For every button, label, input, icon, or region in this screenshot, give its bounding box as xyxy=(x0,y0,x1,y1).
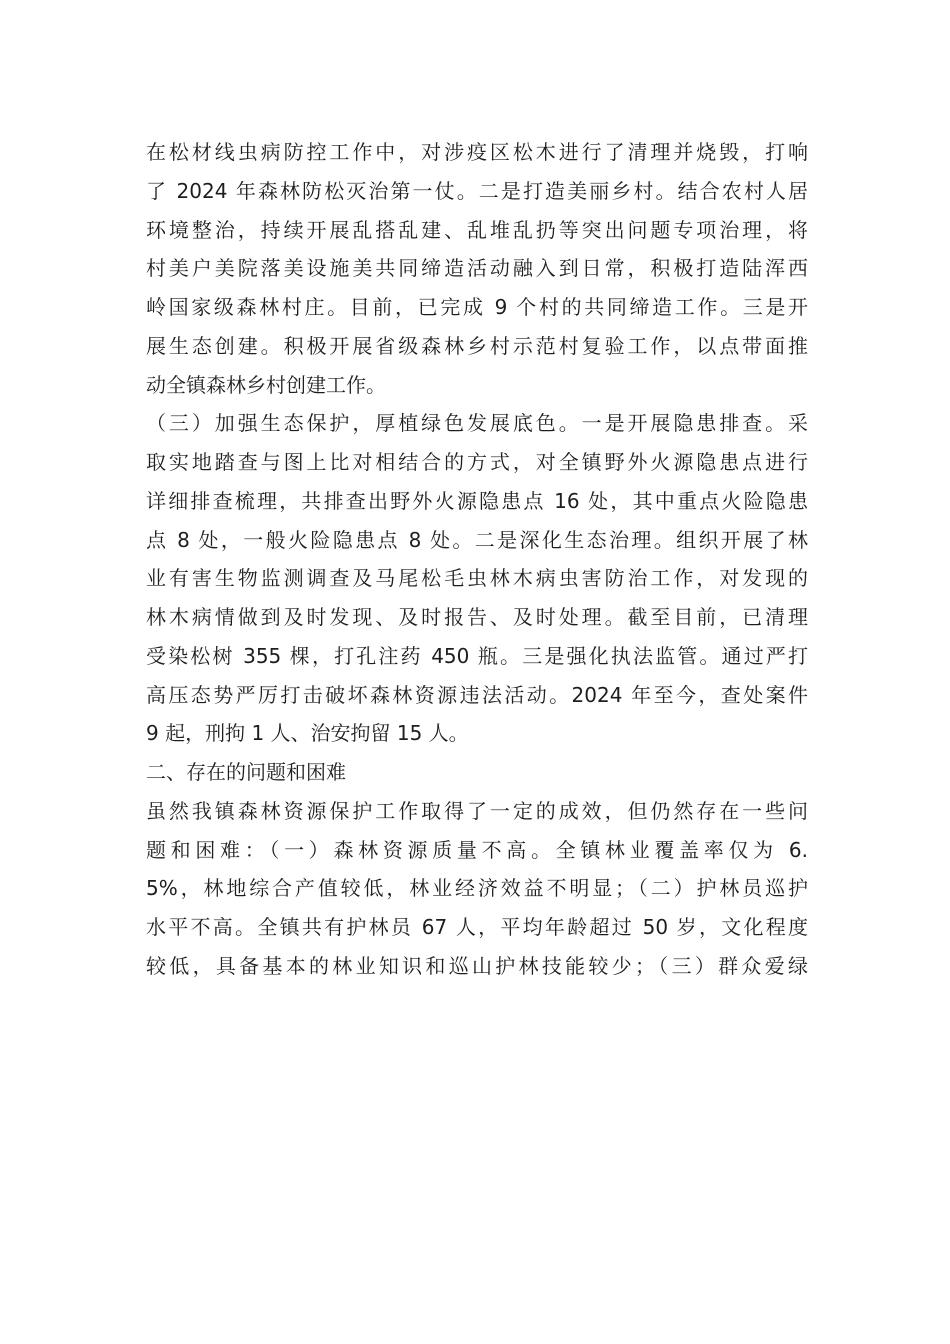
text-line: 林木病情做到及时发现、及时报告、及时处理。截至目前，已清理 xyxy=(146,605,808,629)
text-line: 题和困难：（一）森林资源质量不高。全镇林业覆盖率仅为 6. xyxy=(146,837,808,862)
text-line: 5%，林地综合产值较低，林业经济效益不明显；（二）护林员巡护 xyxy=(146,876,808,901)
text-line: 岭国家级森林村庄。目前，已完成 9 个村的共同缔造工作。三是开 xyxy=(146,295,808,319)
text-line: 业有害生物监测调查及马尾松毛虫林木病虫害防治工作，对发现的 xyxy=(146,566,808,591)
text-line: 较低，具备基本的林业知识和巡山护林技能较少；（三）群众爱绿 xyxy=(146,953,808,978)
text-line: 详细排查梳理，共排查出野外火源隐患点 16 处，其中重点火险隐患 xyxy=(146,488,808,513)
text-line: （三）加强生态保护，厚植绿色发展底色。一是开展隐患排查。采 xyxy=(146,411,808,436)
text-line: 9 起，刑拘 1 人、治安拘留 15 人。 xyxy=(146,721,469,746)
text-line: 取实地踏查与图上比对相结合的方式，对全镇野外火源隐患点进行 xyxy=(146,450,808,474)
text-line: 虽然我镇森林资源保护工作取得了一定的成效，但仍然存在一些问 xyxy=(146,798,808,823)
text-line: 在松材线虫病防控工作中，对涉疫区松木进行了清理并烧毁，打响 xyxy=(146,140,808,164)
text-line: 了 2024 年森林防松灭治第一仗。二是打造美丽乡村。结合农村人居 xyxy=(146,178,808,203)
text-line: 环境整治，持续开展乱搭乱建、乱堆乱扔等突出问题专项治理，将 xyxy=(146,217,808,242)
text-line: 高压态势严厉打击破坏森林资源违法活动。2024 年至今，查处案件 xyxy=(146,682,808,707)
text-line: 点 8 处，一般火险隐患点 8 处。二是深化生态治理。组织开展了林 xyxy=(146,527,808,552)
text-line: 受染松树 355 棵，打孔注药 450 瓶。三是强化执法监管。通过严打 xyxy=(146,643,808,668)
text-line: 水平不高。全镇共有护林员 67 人，平均年龄超过 50 岁，文化程度 xyxy=(146,915,808,939)
document-body xyxy=(146,133,808,986)
text-line: 动全镇森林乡村创建工作。 xyxy=(146,372,386,397)
text-line: 村美户美院落美设施美共同缔造活动融入到日常，积极打造陆浑西 xyxy=(146,256,808,281)
text-line: 二、存在的问题和困难 xyxy=(146,760,346,784)
text-line: 展生态创建。积极开展省级森林乡村示范村复验工作，以点带面推 xyxy=(146,333,808,358)
